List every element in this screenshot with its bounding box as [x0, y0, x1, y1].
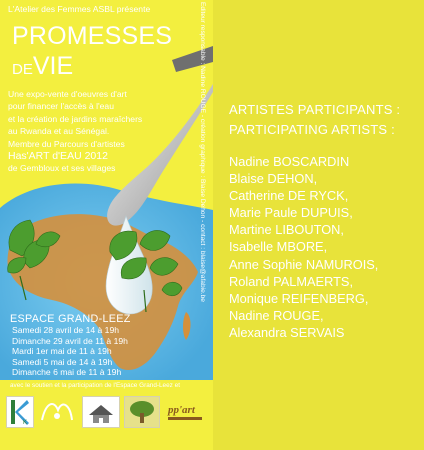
title-promesses: PROMESSES — [12, 22, 173, 50]
logo-ppart-text: pp'art — [168, 404, 195, 416]
description-line: Membre du Parcours d'artistes — [8, 138, 125, 149]
venue-block — [10, 313, 131, 378]
sponsor-logo-k — [6, 396, 34, 428]
credits-vertical: Editeur responsable : Nadine ROUGE - création graphique : Blaise Dehon - contact : blaise@afabie.be — [199, 2, 206, 302]
sponsor-logo-house — [82, 396, 120, 428]
date-line: Dimanche 29 avril de 11 à 19h — [12, 335, 128, 346]
artist-name: Monique REIFENBERG, — [229, 290, 369, 306]
participants-heading — [229, 100, 400, 140]
artist-name: Catherine DE RYCK, — [229, 188, 349, 204]
description-line: Une expo-vente d'oeuvres d'art — [8, 89, 127, 99]
spoon-handle — [172, 46, 213, 72]
date-line: Dimanche 6 mai de 11 à 19h — [12, 367, 122, 377]
sponsor-logos — [6, 396, 206, 430]
description-line: pour financer l'accès à l'eau — [8, 101, 114, 112]
artist-name: Blaise DEHON, — [229, 171, 318, 187]
artist-name: Martine LIBOUTON, — [229, 222, 344, 238]
description-line: et la création de jardins maraîchers — [8, 113, 143, 124]
sponsor-logo-ppart — [164, 396, 208, 426]
description-line: au Rwanda et au Sénégal. — [8, 126, 110, 137]
venue-title: ESPACE GRAND-LEEZ — [10, 313, 131, 325]
support-line: avec le soutien et la participation de l'Espace Grand-Leez et — [10, 382, 180, 389]
heading-en: PARTICIPATING ARTISTS : — [229, 122, 395, 137]
artist-name: Isabelle MBORE, — [229, 239, 328, 255]
heading-fr: ARTISTES PARTICIPANTS : — [229, 102, 401, 117]
artist-list — [229, 153, 378, 341]
date-line: Samedi 28 avril de 14 à 19h — [12, 325, 120, 335]
artist-name: Roland PALMAERTS, — [229, 273, 353, 289]
sponsor-logo-tree — [124, 396, 160, 428]
association-line: L'Atelier des Femmes ASBL présente — [8, 4, 151, 14]
title-de: DE — [12, 61, 33, 78]
event-description — [8, 88, 183, 175]
logo-k-text: K — [23, 420, 28, 426]
date-line: Mardi 1er mai de 11 à 19h — [12, 346, 112, 356]
sponsor-logo-artisan — [38, 396, 76, 426]
date-line: Samedi 5 mai de 14 à 19h — [12, 356, 113, 367]
title-vie: VIE — [32, 52, 74, 80]
artist-name: Alexandra SERVAIS — [229, 324, 345, 340]
artist-name: Nadine ROUGE, — [229, 307, 324, 323]
description-line: Has'ART d'EAU 2012 — [8, 150, 108, 163]
title-de-vie — [12, 54, 73, 79]
artist-name: Nadine BOSCARDIN — [229, 154, 350, 169]
artist-name: Marie Paule DUPUIS, — [229, 205, 353, 221]
artist-name: Anne Sophie NAMUROIS, — [229, 256, 379, 272]
description-line: de Gembloux et ses villages — [8, 163, 116, 174]
